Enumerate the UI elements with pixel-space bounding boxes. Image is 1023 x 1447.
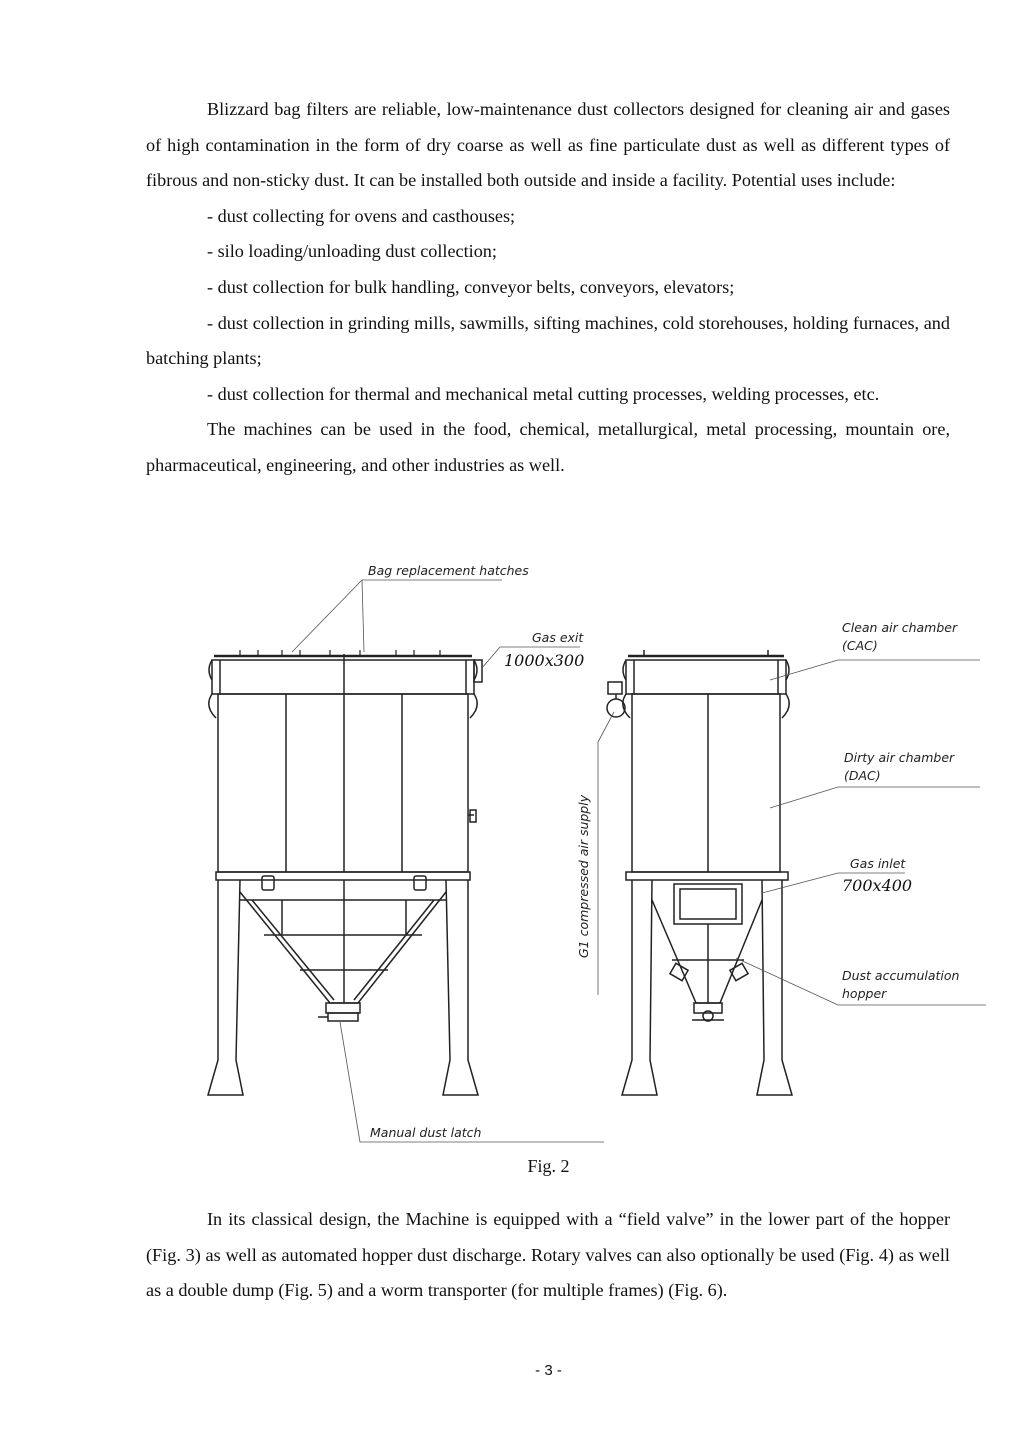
use-item: - dust collection for bulk handling, conveyor belts, conveyors, elevators; [207,276,735,297]
use-item: - silo loading/unloading dust collection; [207,241,497,262]
clean-air-label: Clean air chamber [842,620,958,635]
intro-section [146,92,950,484]
manual-latch-label: Manual dust latch [370,1125,482,1140]
use-item: - dust collection in grinding mills, sawmills, sifting machines, cold storehouses, holding furnaces, and batching plants; [146,312,950,369]
design-paragraph: In its classical design, the Machine is equipped with a “field valve” in the lower part of the hopper (Fig. 3) as well as automated hopper dust discharge. Rotary valves can also optionally be used (Fig. 4) as well as a double dump (Fig. 5) and a worm transporter (for multiple frames) (Fig. 6). [146,1209,950,1301]
front-view-drawing [208,650,482,1095]
compressed-air-label: G1 compressed air supply [576,794,591,958]
bag-hatches-label: Bag replacement hatches [368,563,529,578]
bag-filter-drawing [0,550,1023,1155]
figure-caption: Fig. 2 [527,1156,570,1176]
gas-exit-size: 1000x300 [504,651,585,670]
side-view-drawing [607,650,792,1095]
gas-exit-label: Gas exit [532,630,584,645]
page-number: - 3 - [535,1362,562,1379]
intro-paragraph: Blizzard bag filters are reliable, low-maintenance dust collectors designed for cleaning air and gases of high contamination in the form of dry coarse as well as fine particulate dust as well as different types of fibrous and non-sticky dust. It can be installed both outside and inside a facility. Potential uses include: [146,99,950,191]
dust-hopper-label-2: hopper [842,986,887,1001]
dirty-air-abbr: (DAC) [844,768,881,783]
use-item: - dust collecting for ovens and casthouses; [207,205,516,226]
use-item: - dust collection for thermal and mechanical metal cutting processes, welding processes, etc. [207,383,880,404]
dirty-air-label: Dirty air chamber [844,750,955,765]
industries-paragraph: The machines can be used in the food, chemical, metallurgical, metal processing, mountain ore, pharmaceutical, engineering, and other industries as well. [146,419,950,475]
clean-air-abbr: (CAC) [842,638,878,653]
dust-hopper-label: Dust accumulation [842,968,960,983]
gas-inlet-size: 700x400 [842,876,913,895]
outro-section [146,1202,950,1309]
gas-inlet-label: Gas inlet [850,856,906,871]
